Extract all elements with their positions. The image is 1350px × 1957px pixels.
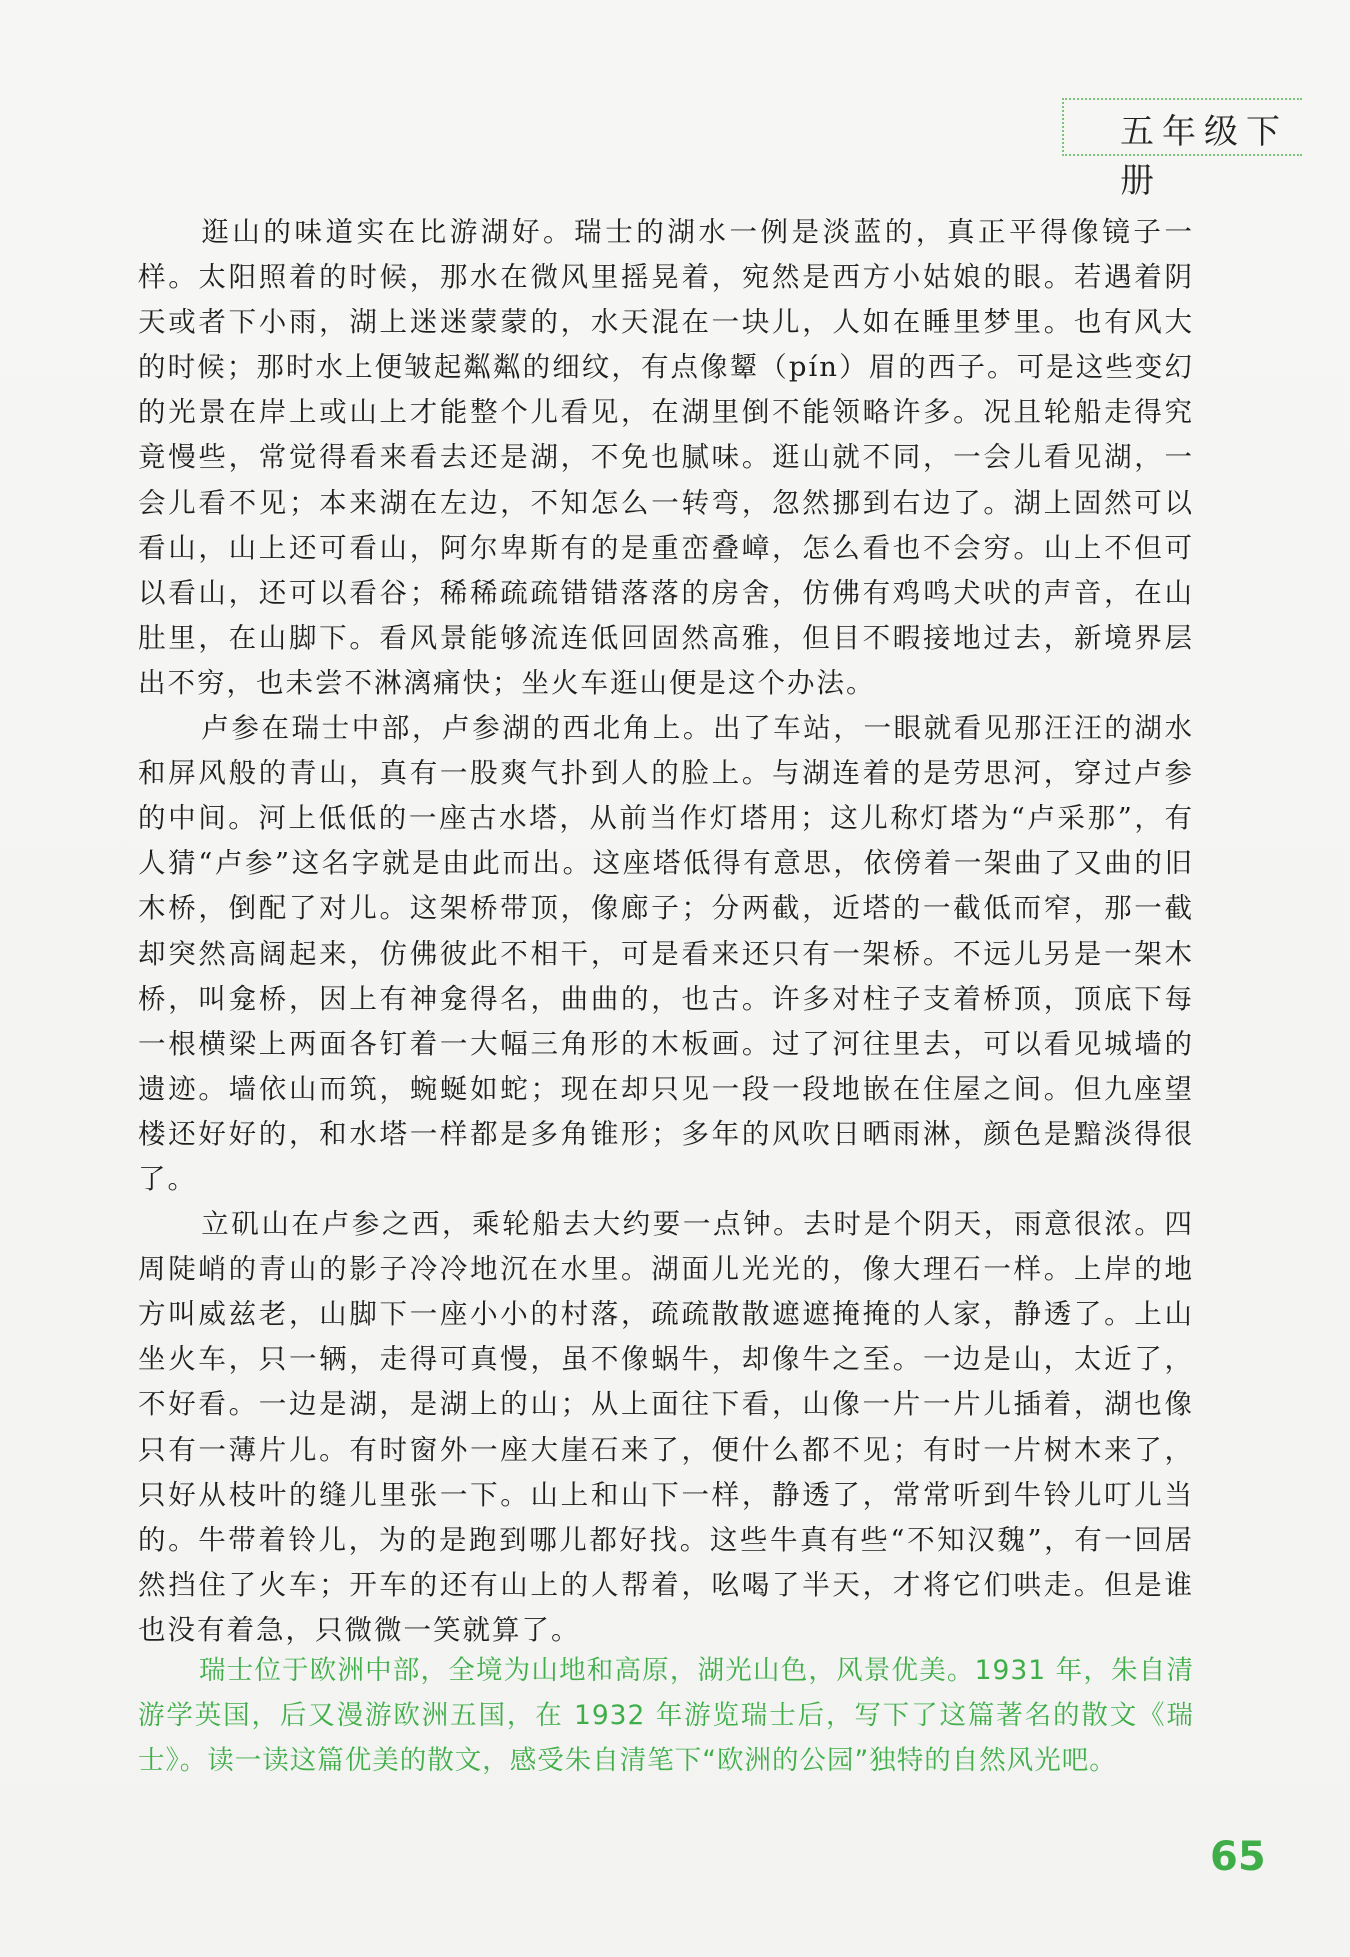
reading-guide-note — [138, 1648, 1194, 1783]
paragraph-mountain-touring: 逛山的味道实在比游湖好。瑞士的湖水一例是淡蓝的，真正平得像镜子一样。太阳照着的时候，那水在微风里摇晃着，宛然是西方小姑娘的眼。若遇着阴天或者下小雨，湖上迷迷蒙蒙的，水天混在一块儿，人如在睡里梦里。也有风大的时候；那时水上便皱起粼粼的细纹，有点像颦（pín）眉的西子。可是这些变幻的光景在岸上或山上才能整个儿看见，在湖里倒不能领略许多。况且轮船走得究竟慢些，常觉得看来看去还是湖，不免也腻味。逛山就不同，一会儿看见湖，一会儿看不见；本来湖在左边，不知怎么一转弯，忽然挪到右边了。湖上固然可以看山，山上还可看山，阿尔卑斯有的是重峦叠嶂，怎么看也不会穷。山上不但可以看山，还可以看谷；稀稀疏疏错错落落的房舍，仿佛有鸡鸣犬吠的声音，在山肚里，在山脚下。看风景能够流连低回固然高雅，但目不暇接地过去，新境界层出不穷，也未尝不淋漓痛快；坐火车逛山便是这个办法。 — [138, 216, 1194, 699]
grade-label: 五年级下册 — [1120, 112, 1288, 201]
grade-label-box — [1062, 98, 1302, 201]
paragraph-lucerne: 卢参在瑞士中部，卢参湖的西北角上。出了车站，一眼就看见那汪汪的湖水和屏风般的青山，真有一股爽气扑到人的脸上。与湖连着的是劳思河，穿过卢参的中间。河上低低的一座古水塔，从前当作灯塔用；这儿称灯塔为“卢采那”，有人猜“卢参”这名字就是由此而出。这座塔低得有意思，依傍着一架曲了又曲的旧木桥，倒配了对儿。这架桥带顶，像廊子；分两截，近塔的一截低而窄，那一截却突然高阔起来，仿佛彼此不相干，可是看来还只有一架桥。不远儿另是一架木桥，叫龛桥，因上有神龛得名，曲曲的，也古。许多对柱子支着桥顶，顶底下每一根横梁上两面各钉着一大幅三角形的木板画。过了河往里去，可以看见城墙的遗迹。墙依山而筑，蜿蜒如蛇；现在却只见一段一段地嵌在住屋之间。但九座望楼还好好的，和水塔一样都是多角锥形；多年的风吹日晒雨淋，颜色是黯淡得很了。 — [138, 712, 1194, 1195]
article-body — [138, 210, 1194, 1653]
page-number: 65 — [1210, 1834, 1266, 1880]
reading-guide-text: 瑞士位于欧洲中部，全境为山地和高原，湖光山色，风景优美。1931 年，朱自清游学英国，后又漫游欧洲五国，在 1932 年游览瑞士后，写下了这篇著名的散文《瑞士》。读一读这篇优美的散文，感受朱自清笔下“欧洲的公园”独特的自然风光吧。 — [138, 1655, 1194, 1776]
paragraph-rigi-mountain: 立矶山在卢参之西，乘轮船去大约要一点钟。去时是个阴天，雨意很浓。四周陡峭的青山的影子冷冷地沉在水里。湖面儿光光的，像大理石一样。上岸的地方叫威兹老，山脚下一座小小的村落，疏疏散散遮遮掩掩的人家，静透了。上山坐火车，只一辆，走得可真慢，虽不像蜗牛，却像牛之至。一边是山，太近了，不好看。一边是湖，是湖上的山；从上面往下看，山像一片一片儿插着，湖也像只有一薄片儿。有时窗外一座大崖石来了，便什么都不见；有时一片树木来了，只好从枝叶的缝儿里张一下。山上和山下一样，静透了，常常听到牛铃儿叮儿当的。牛带着铃儿，为的是跑到哪儿都好找。这些牛真有些“不知汉魏”，有一回居然挡住了火车；开车的还有山上的人帮着，吆喝了半天，才将它们哄走。但是谁也没有着急，只微微一笑就算了。 — [138, 1208, 1194, 1646]
